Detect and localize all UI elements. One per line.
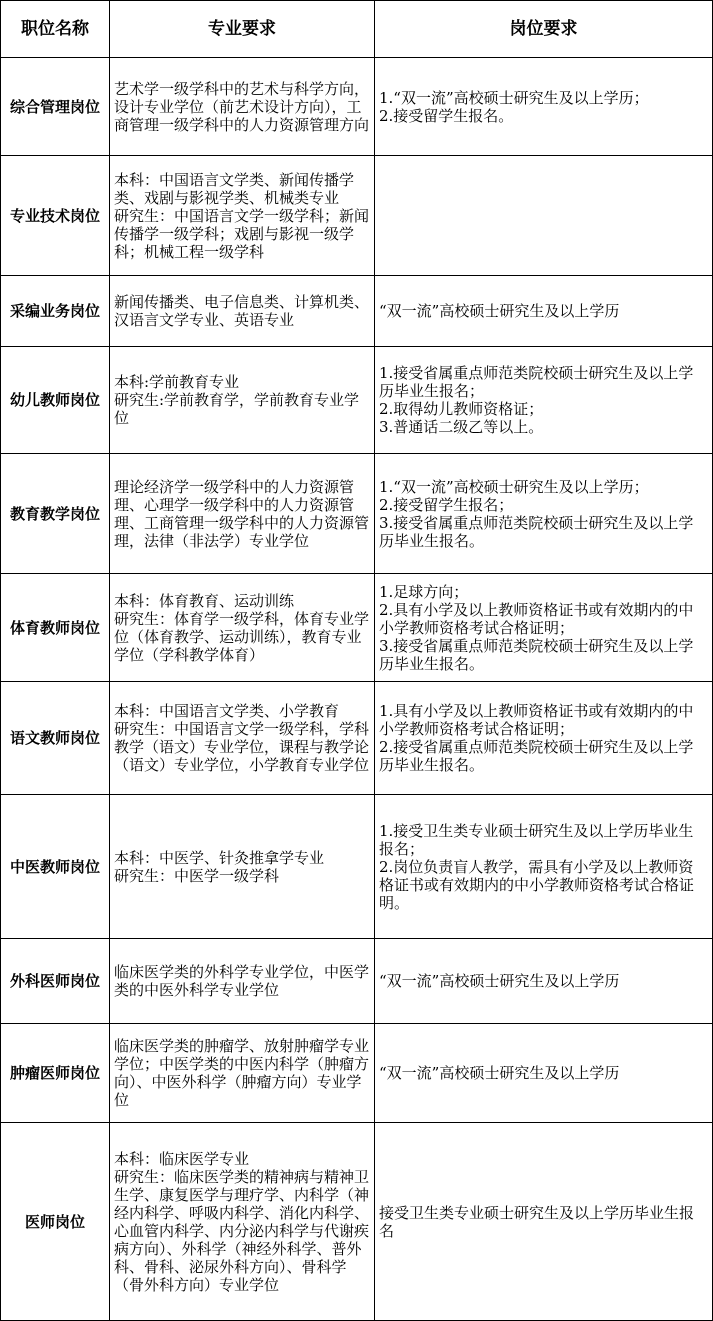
requirement-line: “双一流”高校硕士研究生及以上学历 [379, 972, 620, 990]
requirement-line: 3.普通话二级乙等以上。 [379, 418, 544, 436]
position-cell: 采编业务岗位 [1, 276, 110, 347]
requirement-line: 2.接受留学生报名。 [379, 106, 514, 125]
position-cell: 医师岗位 [1, 1123, 110, 1321]
position-cell: 外科医师岗位 [1, 939, 110, 1024]
requirement-cell [375, 276, 713, 347]
requirement-cell [375, 58, 713, 156]
requirement-line: 1.具有小学及以上教师资格证书或有效期内的中小学教师资格考试合格证明； [379, 702, 694, 738]
major-line: 本科：体育教育、运动训练 [114, 591, 295, 610]
requirement-line: 2.接受留学生报名； [379, 495, 514, 514]
major-cell [110, 795, 375, 939]
major-cell [110, 1024, 375, 1123]
major-cell [110, 156, 375, 276]
requirement-line: “双一流”高校硕士研究生及以上学历 [379, 302, 620, 320]
position-cell: 肿瘤医师岗位 [1, 1024, 110, 1123]
requirement-line: 2.具有小学及以上教师资格证书或有效期内的中小学教师资格考试合格证明； [379, 600, 694, 637]
table-row [1, 454, 713, 574]
major-line: 临床医学类的肿瘤学、放射肿瘤学专业学位；中医学类的中医内科学（肿瘤方向）、中医外科学（肿瘤方向）专业学位 [114, 1037, 370, 1109]
major-line: 研究生:学前教育学，学前教育专业学位 [114, 391, 360, 427]
major-cell [110, 939, 375, 1024]
table-row [1, 156, 713, 276]
major-cell [110, 347, 375, 454]
requirement-line: 1.“双一流”高校硕士研究生及以上学历； [379, 477, 649, 496]
requirement-cell [375, 454, 713, 574]
header-major: 专业要求 [110, 1, 375, 58]
requirement-line: 2.接受省属重点师范类院校硕士研究生及以上学历毕业生报名。 [379, 738, 694, 774]
position-cell: 专业技术岗位 [1, 156, 110, 276]
major-cell [110, 682, 375, 795]
major-cell [110, 58, 375, 156]
table-row [1, 795, 713, 939]
requirement-cell [375, 156, 713, 276]
major-line: 研究生：临床医学类的精神病与精神卫生学、康复医学与理疗学、内科学（神经内科学、呼吸内科学、消化内科学、心血管内科学、内分泌内科学与代谢疾病方向）、外科学（神经外科学、普外科、骨科、泌尿外科方向）、骨科学（骨外科方向）专业学位 [114, 1167, 370, 1294]
table-row [1, 347, 713, 454]
header-position: 职位名称 [1, 1, 110, 58]
major-line: 理论经济学一级学科中的人力资源管理、心理学一级学科中的人力资源管理、工商管理一级学科中的人力资源管理，法律（非法学）专业学位 [114, 477, 370, 550]
major-line: 研究生：中医学一级学科 [114, 866, 280, 885]
table-row [1, 939, 713, 1024]
requirement-line: 3.接受省属重点师范类院校硕士研究生及以上学历毕业生报名。 [379, 636, 694, 673]
requirement-line: 3.接受省属重点师范类院校硕士研究生及以上学历毕业生报名。 [379, 513, 694, 550]
major-line: 本科：临床医学专业 [114, 1149, 250, 1168]
table-row [1, 682, 713, 795]
major-line: 设计专业学位（前艺术设计方向），工商管理一级学科中的人力资源管理方向 [114, 97, 370, 134]
table-row [1, 1123, 713, 1321]
major-line: 研究生：体育学一级学科，体育专业学位（体育教学、运动训练），教育专业学位（学科教学体育） [114, 609, 370, 664]
requirement-line: 1.接受卫生类专业硕士研究生及以上学历毕业生报名； [379, 821, 694, 858]
position-cell: 体育教师岗位 [1, 574, 110, 682]
position-cell: 综合管理岗位 [1, 58, 110, 156]
requirement-line: 1.接受省属重点师范类院校硕士研究生及以上学历毕业生报名； [379, 364, 694, 400]
major-cell [110, 276, 375, 347]
major-line: 本科：中国语言文学类、小学教育 [114, 702, 340, 720]
major-line: 新闻传播类、电子信息类、计算机类、汉语言文学专业、英语专业 [114, 293, 370, 329]
requirement-cell [375, 795, 713, 939]
major-line: 研究生：中国语言文学一级学科；新闻传播学一级学科；戏剧与影视一级学科；机械工程一级学科 [114, 206, 370, 261]
major-line: 临床医学类的外科学专业学位，中医学类的中医外科学专业学位 [114, 963, 370, 999]
requirement-line: 接受卫生类专业硕士研究生及以上学历毕业生报名 [379, 1203, 695, 1240]
position-cell: 中医教师岗位 [1, 795, 110, 939]
requirement-line: 2.取得幼儿教师资格证； [379, 400, 544, 418]
major-line: 本科：中医学、针灸推拿学专业 [114, 848, 325, 867]
requirement-line: 1.“双一流”高校硕士研究生及以上学历； [379, 88, 649, 107]
major-cell [110, 454, 375, 574]
requirement-cell [375, 682, 713, 795]
position-cell: 语文教师岗位 [1, 682, 110, 795]
requirement-cell [375, 574, 713, 682]
requirement-line: 2.岗位负责盲人教学，需具有小学及以上教师资格证书或有效期内的中小学教师资格考试合格证明。 [379, 857, 695, 912]
table-row [1, 276, 713, 347]
major-cell [110, 1123, 375, 1321]
requirement-line: 1.足球方向； [379, 582, 469, 601]
table-row [1, 58, 713, 156]
header-row [1, 1, 713, 58]
requirement-cell [375, 1024, 713, 1123]
table-row [1, 574, 713, 682]
requirement-cell [375, 1123, 713, 1321]
requirement-line: “双一流”高校硕士研究生及以上学历 [379, 1064, 620, 1082]
major-line: 本科:学前教育专业 [114, 373, 240, 391]
major-line: 艺术学一级学科中的艺术与科学方向， [114, 79, 370, 98]
requirement-cell [375, 939, 713, 1024]
position-cell: 教育教学岗位 [1, 454, 110, 574]
major-line: 研究生：中国语言文学一级学科，学科教学（语文）专业学位，课程与教学论（语文）专业学位，小学教育专业学位 [114, 720, 370, 774]
requirement-cell [375, 347, 713, 454]
major-cell [110, 574, 375, 682]
major-line: 本科：中国语言文学类、新闻传播学类、戏剧与影视学类、机械类专业 [114, 170, 355, 207]
position-cell: 幼儿教师岗位 [1, 347, 110, 454]
header-requirement: 岗位要求 [375, 1, 713, 58]
table-row [1, 1024, 713, 1123]
